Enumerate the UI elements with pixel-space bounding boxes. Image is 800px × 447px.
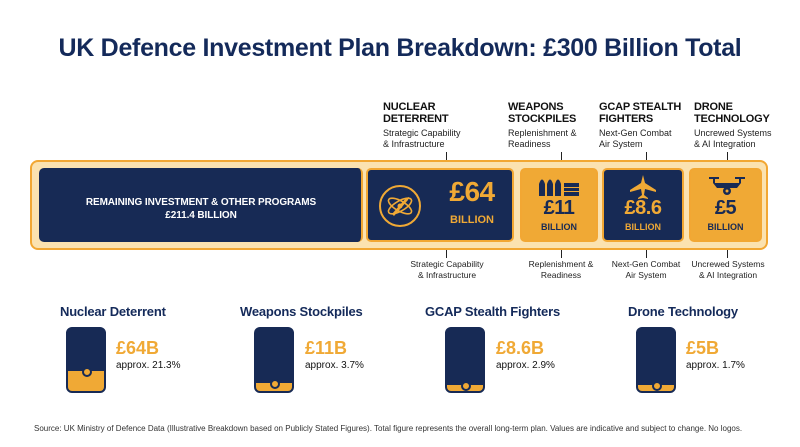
gcap-head-line1: GCAP STEALTH (599, 101, 682, 113)
remaining-label-line2: £211.4 BILLION (165, 210, 237, 221)
remaining-label (39, 196, 363, 222)
gcap-sub-line2: Air System (599, 139, 643, 149)
bar-segment-weapons (520, 168, 598, 242)
gcap-bottom-label (606, 259, 686, 281)
header-gcap (599, 101, 681, 150)
gauge-marker-drone (652, 381, 662, 391)
card-gauge-weapons (254, 327, 294, 393)
card-value-drone: £5B (686, 338, 720, 358)
ammunition-icon (536, 174, 582, 198)
gcap-value: £8.6 (624, 197, 662, 219)
nuclear-head-line1: NUCLEAR (383, 101, 436, 113)
gcap-head-line2: FIGHTERS (599, 113, 654, 125)
drone-bottom-line1: Uncrewed Systems (691, 259, 765, 269)
nuclear-value: £64 (449, 176, 495, 207)
header-drone (694, 101, 772, 150)
remaining-label-line1: REMAINING INVESTMENT & OTHER PROGRAMS (85, 197, 317, 208)
gcap-bottom-line1: Next-Gen Combat (611, 259, 681, 269)
nuclear-bottom-line2: & Infrastructure (417, 270, 477, 280)
nuclear-sub-line1: Strategic Capability (383, 128, 461, 138)
drone-bottom-line2: & AI Integration (698, 270, 758, 280)
nuclear-head-line2: DETERRENT (383, 113, 449, 125)
bar-segment-drone (689, 168, 762, 242)
drone-sub-line2: & AI Integration (694, 139, 756, 149)
weapons-bottom-line2: Readiness (540, 270, 582, 280)
card-gauge-drone (636, 327, 676, 393)
card-title-drone: Drone Technology (628, 304, 738, 319)
gcap-bottom-line2: Air System (625, 270, 667, 280)
card-pct-gcap: approx. 2.9% (496, 360, 555, 371)
gauge-marker-gcap (461, 381, 471, 391)
drone-head-line1: DRONE (694, 101, 733, 113)
nuclear-unit: BILLION (450, 214, 494, 226)
weapons-bottom-line1: Replenishment & (528, 259, 594, 269)
card-pct-weapons: approx. 3.7% (305, 360, 364, 371)
weapons-value: £11 (543, 197, 575, 219)
header-weapons (508, 101, 577, 150)
total-bar (30, 160, 768, 250)
card-value-nuclear: £64B (116, 338, 160, 358)
drone-sub-line1: Uncrewed Systems (694, 128, 772, 138)
drone-value: £5 (714, 197, 737, 219)
source-note: Source: UK Ministry of Defence Data (Illustrative Breakdown based on Publicly Stated Figures). Total figure represents the overall long-term plan. Values are indicative and subject to change. No logos. (34, 424, 743, 433)
weapons-head-line1: WEAPONS (508, 101, 564, 113)
card-gauge-nuclear (66, 327, 106, 393)
weapons-bottom-label (518, 259, 604, 281)
card-pct-nuclear: approx. 21.3% (116, 360, 181, 371)
drone-bottom-label (686, 259, 770, 281)
drone-unit: BILLION (707, 222, 744, 232)
weapons-unit: BILLION (541, 222, 577, 232)
card-gauge-gcap (445, 327, 485, 393)
header-nuclear (383, 101, 461, 150)
card-value-gcap: £8.6B (496, 338, 545, 358)
nuclear-bottom-line1: Strategic Capability (410, 259, 484, 269)
card-pct-drone: approx. 1.7% (686, 360, 745, 371)
page-title: UK Defence Investment Plan Breakdown: £300 Billion Total (58, 34, 742, 62)
card-title-nuclear: Nuclear Deterrent (60, 304, 166, 319)
weapons-head-line2: STOCKPILES (508, 113, 577, 125)
gauge-marker-nuclear (82, 367, 92, 377)
bar-segment-gcap (602, 168, 684, 242)
drone-icon (707, 174, 747, 198)
bar-segment-remaining (39, 168, 363, 242)
nuclear-sub-line2: & Infrastructure (383, 139, 445, 149)
card-value-weapons: £11B (305, 338, 348, 358)
nuclear-bottom-label (394, 259, 500, 281)
atom-missile-icon (378, 184, 422, 228)
gcap-unit: BILLION (625, 222, 661, 232)
bar-segment-nuclear (366, 168, 514, 242)
weapons-sub-line1: Replenishment & (508, 128, 577, 138)
card-title-weapons: Weapons Stockpiles (240, 304, 363, 319)
weapons-sub-line2: Readiness (508, 139, 551, 149)
card-title-gcap: GCAP Stealth Fighters (425, 304, 560, 319)
gcap-sub-line1: Next-Gen Combat (599, 128, 672, 138)
gauge-marker-weapons (270, 379, 280, 389)
drone-head-line2: TECHNOLOGY (694, 113, 770, 125)
